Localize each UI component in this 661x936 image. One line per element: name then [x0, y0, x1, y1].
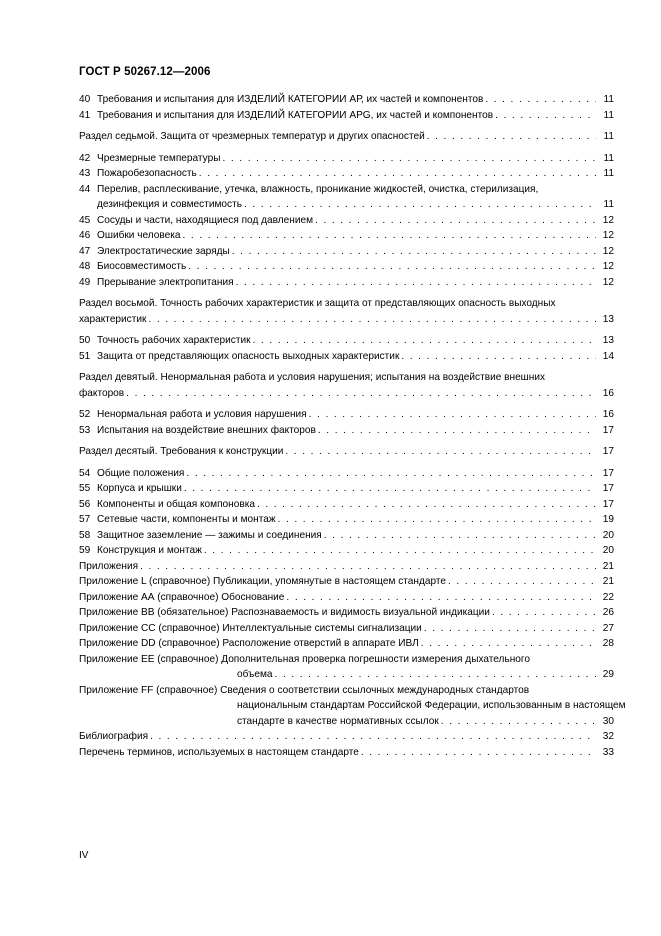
entry-number: 49 — [79, 276, 91, 288]
toc-entry-45[interactable] — [79, 213, 614, 229]
toc-entry-40[interactable] — [79, 92, 614, 108]
dot-leader — [315, 213, 596, 229]
dot-leader — [204, 543, 596, 559]
section-title-line-2: факторов — [79, 387, 125, 399]
entry-page: 20 — [602, 529, 614, 541]
dot-leader — [401, 349, 596, 365]
entry-title: Биосовместимость — [97, 261, 187, 272]
toc-appendix-aa[interactable] — [79, 590, 614, 606]
toc-entry-54[interactable] — [79, 466, 614, 482]
entry-number: 45 — [79, 214, 91, 226]
toc-entry-43[interactable] — [79, 166, 614, 182]
entry-title: Чрезмерные температуры — [97, 152, 221, 164]
toc-entry-56[interactable] — [79, 497, 614, 513]
entry-title: Приложения — [79, 560, 139, 572]
entry-page: 16 — [602, 409, 614, 420]
entry-number: 52 — [79, 409, 91, 420]
entry-title-line-2: дезинфекция и совместимость — [97, 199, 242, 210]
entry-page: 16 — [602, 387, 614, 399]
dot-leader — [140, 559, 596, 575]
entry-title: Сетевые части, компоненты и монтаж — [97, 514, 276, 525]
toc-section-10[interactable] — [79, 444, 614, 460]
entry-title: Приложение АА (справочное) Обоснование — [79, 591, 285, 603]
entry-number: 57 — [79, 514, 91, 525]
toc-entry-51[interactable] — [79, 349, 614, 365]
dot-leader — [188, 259, 596, 275]
toc-section-7[interactable] — [79, 129, 614, 145]
entry-number: 42 — [79, 152, 91, 164]
toc-entry-57[interactable] — [79, 512, 614, 528]
toc-appendix-dd[interactable] — [79, 636, 614, 652]
dot-leader — [485, 92, 596, 108]
entry-page: 17 — [602, 467, 614, 479]
entry-title: Приложение L (справочное) Публикации, упомянутые в настоящем стандарте — [79, 576, 446, 587]
entry-page: 19 — [602, 514, 614, 525]
dot-leader — [285, 444, 596, 460]
dot-leader — [424, 621, 596, 637]
dot-leader — [199, 166, 596, 182]
dot-leader — [148, 312, 596, 328]
entry-title: Приложение ВВ (обязательное) Распознаваемость и видимость визуальной индикации — [79, 607, 490, 618]
section-title-line-1: Раздел восьмой. Точность рабочих характеристик и защита от представляющих опасность выходных — [79, 298, 556, 309]
entry-page: 11 — [603, 109, 614, 121]
entry-page: 11 — [603, 168, 614, 179]
section-title: Раздел седьмой. Защита от чрезмерных температур и других опасностей — [79, 131, 425, 142]
toc-entry-55[interactable] — [79, 481, 614, 497]
dot-leader — [257, 497, 596, 513]
toc-entry-53[interactable] — [79, 423, 614, 439]
entry-title-line-2: национальным стандартам Российской Федерации, использованным в настоящем — [237, 700, 626, 711]
entry-number: 50 — [79, 335, 91, 346]
page-number: IV — [79, 850, 89, 861]
entry-title: Защита от представляющих опасность выходных характеристик — [97, 350, 400, 362]
entry-number: 40 — [79, 94, 91, 105]
entry-page: 11 — [603, 131, 614, 142]
entry-page: 21 — [602, 560, 614, 572]
entry-page: 17 — [602, 424, 614, 436]
toc-section-8[interactable] — [79, 296, 614, 327]
entry-title: Приложение DD (справочное) Расположение отверстий в аппарате ИВЛ — [79, 638, 419, 649]
dot-leader — [318, 423, 596, 439]
entry-title-line-3: стандарте в качестве нормативных ссылок — [237, 715, 439, 727]
entry-page: 13 — [602, 313, 614, 325]
dot-leader — [236, 275, 596, 291]
dot-leader — [324, 528, 596, 544]
entry-title-line-1: Приложение FF (справочное) Сведения о соответствии ссылочных международных стандартов — [79, 684, 530, 696]
dot-leader — [184, 481, 596, 497]
entry-number: 44 — [79, 183, 91, 195]
entry-page: 12 — [602, 230, 614, 241]
entry-title: Корпуса и крышки — [97, 483, 182, 494]
toc-entry-49[interactable] — [79, 275, 614, 291]
entry-number: 41 — [79, 109, 91, 121]
section-title-line-2: характеристик — [79, 313, 147, 325]
toc-appendix-ff[interactable] — [79, 683, 626, 730]
dot-leader — [244, 197, 596, 213]
toc-appendix-ee[interactable] — [79, 652, 614, 683]
entry-page: 13 — [602, 335, 614, 346]
entry-page: 12 — [602, 261, 614, 272]
toc-entry-46[interactable] — [79, 228, 614, 244]
dot-leader — [278, 512, 596, 528]
toc-entry-59[interactable] — [79, 543, 614, 559]
entry-title-line-1: Перелив, расплескивание, утечка, влажность, проникание жидкостей, очистка, стерилизация, — [97, 183, 539, 195]
entry-page: 11 — [603, 152, 614, 164]
entry-title: Электростатические заряды — [97, 245, 230, 257]
entry-page: 12 — [602, 245, 614, 257]
entry-page: 14 — [602, 350, 614, 362]
table-of-contents — [79, 92, 626, 760]
toc-entry-44[interactable] — [79, 182, 614, 213]
entry-title: Библиография — [79, 731, 149, 742]
dot-leader — [495, 108, 596, 124]
entry-page: 21 — [602, 576, 614, 587]
toc-entry-52[interactable] — [79, 407, 614, 423]
dot-leader — [492, 605, 596, 621]
dot-leader — [222, 151, 596, 167]
entry-title: Прерывание электропитания — [97, 276, 234, 288]
dot-leader — [186, 466, 596, 482]
entry-number: 53 — [79, 424, 91, 436]
entry-number: 48 — [79, 261, 91, 272]
toc-entry-42[interactable] — [79, 151, 614, 167]
entry-page: 27 — [602, 622, 614, 634]
entry-title: Требования и испытания для ИЗДЕЛИЙ КАТЕГОРИИ АРG, их частей и компонентов — [97, 109, 494, 121]
entry-number: 46 — [79, 230, 91, 241]
entry-page: 28 — [602, 638, 614, 649]
entry-title: Приложение СС (справочное) Интеллектуальные системы сигнализации — [79, 622, 422, 634]
section-title: Раздел десятый. Требования к конструкции — [79, 446, 284, 457]
entry-title: Компоненты и общая компоновка — [97, 498, 255, 510]
dot-leader — [150, 729, 596, 745]
dot-leader — [286, 590, 596, 606]
entry-number: 55 — [79, 483, 91, 494]
entry-title: Общие положения — [97, 467, 185, 479]
entry-title: Защитное заземление — зажимы и соединения — [97, 529, 322, 541]
entry-page: 22 — [602, 591, 614, 603]
entry-title: Перечень терминов, используемых в настоящем стандарте — [79, 746, 359, 758]
dot-leader — [448, 574, 596, 590]
entry-page: 26 — [602, 607, 614, 618]
dot-leader — [309, 407, 596, 423]
toc-entry-47[interactable] — [79, 244, 614, 260]
toc-entry-41[interactable] — [79, 108, 614, 124]
entry-page: 17 — [602, 498, 614, 510]
entry-page: 20 — [602, 545, 614, 556]
entry-number: 59 — [79, 545, 91, 556]
entry-title: Ошибки человека — [97, 230, 181, 241]
entry-page: 12 — [602, 276, 614, 288]
entry-number: 51 — [79, 350, 91, 362]
entry-number: 43 — [79, 168, 91, 179]
entry-page: 30 — [602, 715, 614, 727]
dot-leader — [441, 714, 596, 730]
entry-number: 54 — [79, 467, 91, 479]
toc-terms-list[interactable] — [79, 745, 614, 761]
entry-page: 33 — [602, 746, 614, 758]
section-title-line-1: Раздел девятый. Ненормальная работа и условия нарушения; испытания на воздействие внешних — [79, 372, 546, 383]
dot-leader — [232, 244, 596, 260]
toc-entry-48[interactable] — [79, 259, 614, 275]
dot-leader — [427, 129, 596, 145]
toc-entry-58[interactable] — [79, 528, 614, 544]
dot-leader — [253, 333, 596, 349]
toc-section-9[interactable] — [79, 370, 614, 401]
entry-page: 11 — [603, 199, 614, 210]
entry-number: 56 — [79, 498, 91, 510]
document-header: ГОСТ Р 50267.12—2006 — [79, 66, 211, 78]
entry-title: Точность рабочих характеристик — [97, 335, 251, 346]
toc-bibliography[interactable] — [79, 729, 614, 745]
entry-title-line-1: Приложение ЕЕ (справочное) Дополнительная проверка погрешности измерения дыхательного — [79, 653, 530, 665]
entry-page: 11 — [603, 94, 614, 105]
toc-appendix-l[interactable] — [79, 574, 614, 590]
toc-appendix-bb[interactable] — [79, 605, 614, 621]
entry-title: Пожаробезопасность — [97, 168, 197, 179]
entry-page: 17 — [602, 446, 614, 457]
entry-title-line-2: объема — [237, 669, 273, 680]
entry-number: 58 — [79, 529, 91, 541]
entry-title: Сосуды и части, находящиеся под давлением — [97, 214, 314, 226]
dot-leader — [361, 745, 596, 761]
dot-leader — [126, 386, 596, 402]
dot-leader — [275, 667, 596, 683]
dot-leader — [183, 228, 597, 244]
entry-number: 47 — [79, 245, 91, 257]
entry-page: 17 — [602, 483, 614, 494]
toc-appendices[interactable] — [79, 559, 614, 575]
entry-title: Испытания на воздействие внешних факторов — [97, 424, 316, 436]
entry-page: 29 — [602, 669, 614, 680]
toc-appendix-cc[interactable] — [79, 621, 614, 637]
entry-title: Конструкция и монтаж — [97, 545, 202, 556]
entry-page: 32 — [602, 731, 614, 742]
entry-page: 12 — [602, 214, 614, 226]
toc-entry-50[interactable] — [79, 333, 614, 349]
entry-title: Ненормальная работа и условия нарушения — [97, 409, 307, 420]
entry-title: Требования и испытания для ИЗДЕЛИЙ КАТЕГОРИИ АР, их частей и компонентов — [97, 94, 484, 105]
dot-leader — [421, 636, 596, 652]
